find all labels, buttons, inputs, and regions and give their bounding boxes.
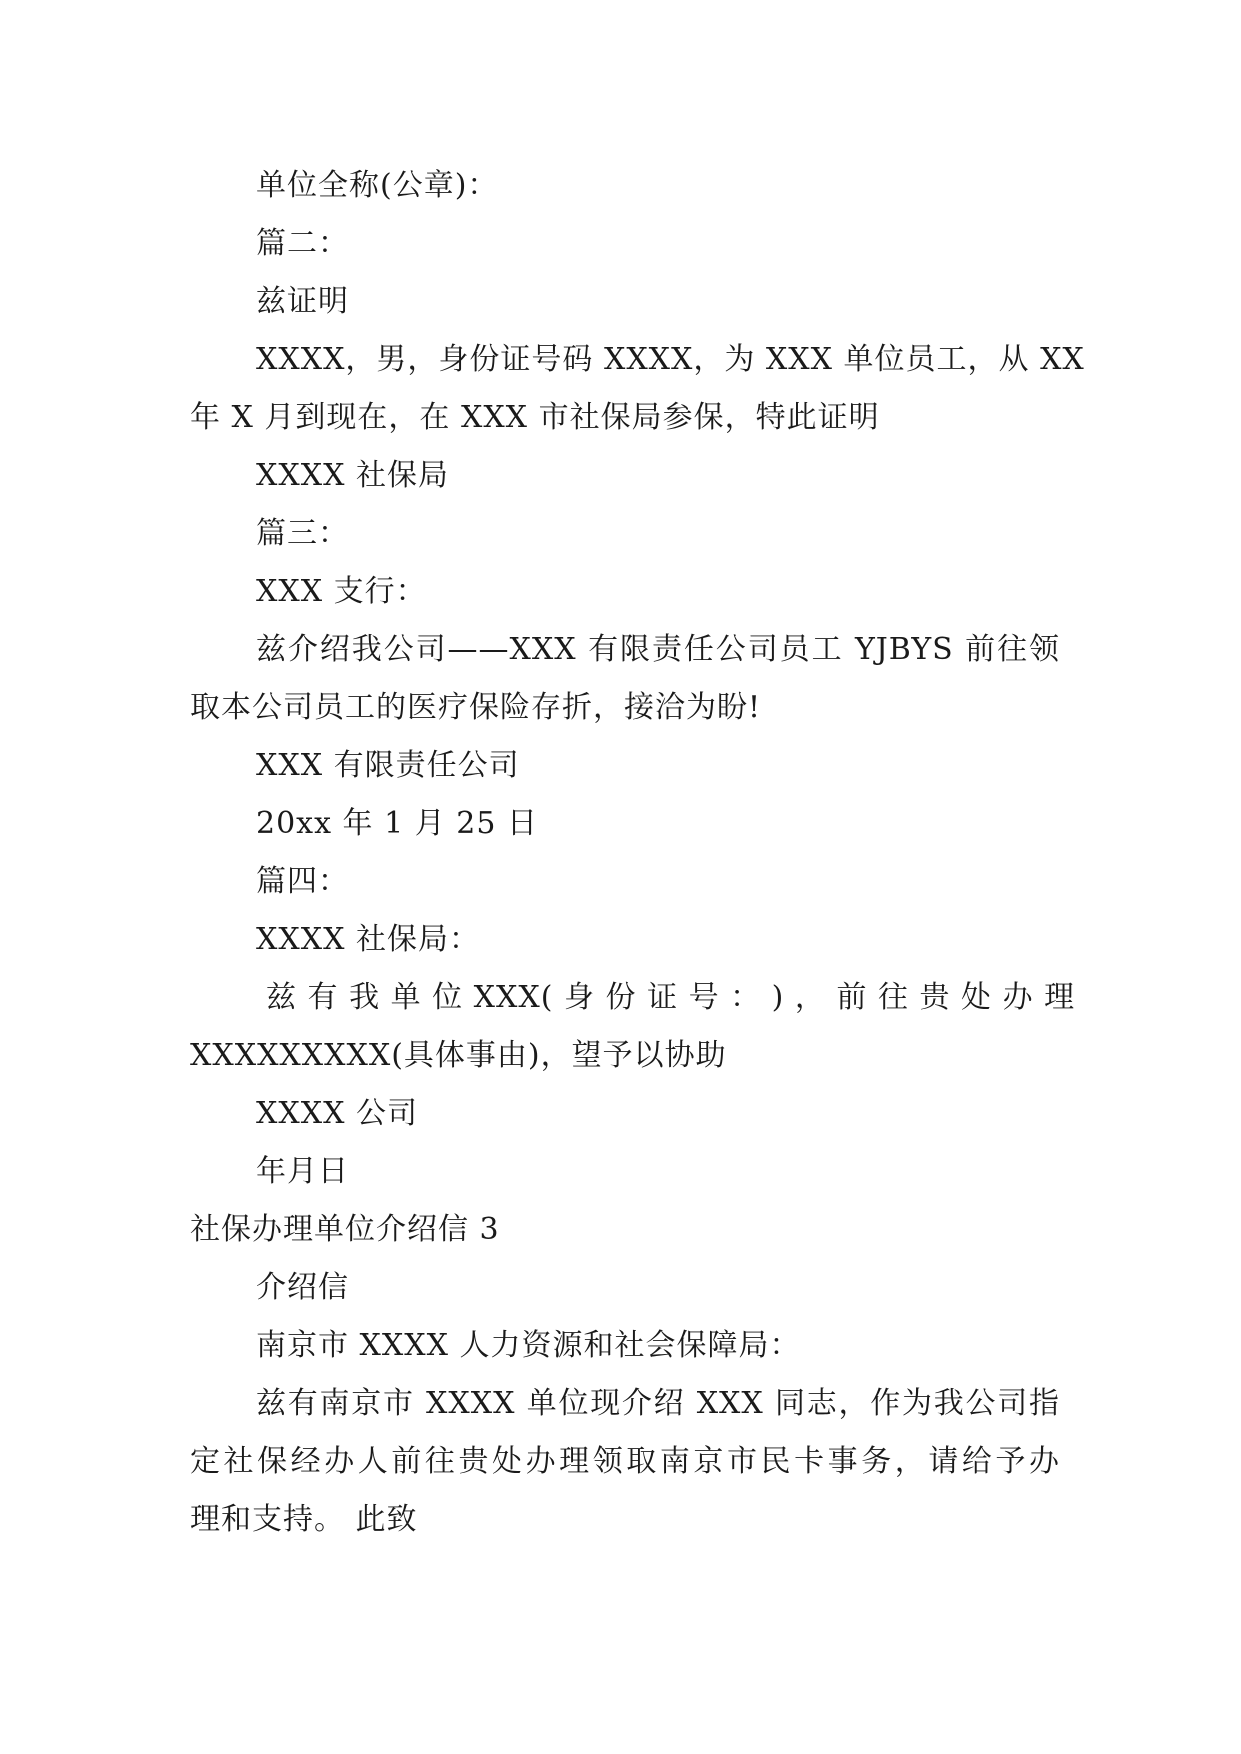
request-body-line-1: 兹 有 我 单 位 XXX( 身 份 证 号 ： ) ， 前 往 贵 处 办 理 <box>266 980 1076 1015</box>
unit-name-seal-line: 单位全称(公章)： <box>256 168 499 203</box>
date-placeholder: 年月日 <box>256 1154 349 1189</box>
request-body-line-2: XXXXXXXXX(具体事由)，望予以协助 <box>190 1038 727 1073</box>
letter-heading: 介绍信 <box>256 1270 349 1305</box>
certify-heading: 兹证明 <box>256 284 349 319</box>
section-four-heading: 篇四： <box>256 864 349 899</box>
letter-body-line-1: 兹有南京市 XXXX 单位现介绍 XXX 同志，作为我公司指 <box>256 1386 1060 1421</box>
company-signature: XXX 有限责任公司 <box>256 748 520 783</box>
introduction-body-line-2: 取本公司员工的医疗保险存折，接洽为盼! <box>190 690 762 725</box>
company-signature-2: XXXX 公司 <box>256 1096 418 1131</box>
letter-body-line-3: 理和支持。 此致 <box>190 1502 418 1537</box>
introduction-body-line-1: 兹介绍我公司——XXX 有限责任公司员工 YJBYS 前往领 <box>256 632 1060 667</box>
bureau-addressee: XXXX 社保局： <box>256 922 480 957</box>
certify-body-line-1: XXXX，男，身份证号码 XXXX，为 XXX 单位员工，从 XX <box>256 342 1085 377</box>
hr-bureau-addressee: 南京市 XXXX 人力资源和社会保障局： <box>256 1328 801 1363</box>
date-line: 20xx 年 1 月 25 日 <box>256 806 538 841</box>
section-two-heading: 篇二： <box>256 226 349 261</box>
letter-body-line-2: 定社保经办人前往贵处办理领取南京市民卡事务，请给予办 <box>190 1444 1060 1479</box>
section-title: 社保办理单位介绍信 3 <box>190 1212 500 1247</box>
section-three-heading: 篇三： <box>256 516 349 551</box>
social-security-bureau-signature: XXXX 社保局 <box>256 458 449 493</box>
bank-branch-addressee: XXX 支行： <box>256 574 427 609</box>
certify-body-line-2: 年 X 月到现在，在 XXX 市社保局参保，特此证明 <box>190 400 880 435</box>
